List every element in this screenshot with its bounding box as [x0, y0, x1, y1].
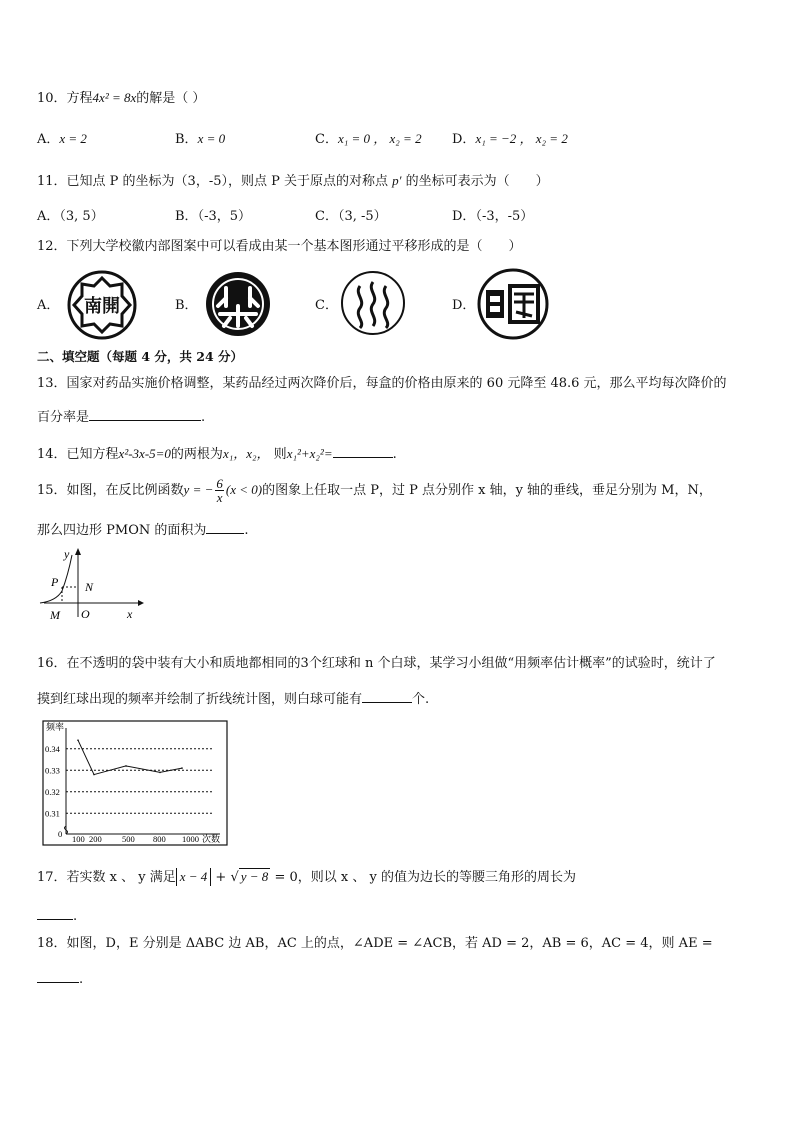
q12-option-d-label[interactable]: D．	[452, 298, 476, 313]
y-tick-label: 0.33	[45, 765, 60, 776]
q11-option-b[interactable]: B．（-3，5）	[175, 209, 251, 224]
q18-answer-blank[interactable]	[37, 968, 79, 983]
fig-label-y: y	[64, 547, 70, 561]
q17-sqrt-sign: √	[230, 870, 239, 885]
fig-label-n: N	[85, 580, 94, 594]
data-point-200	[93, 774, 95, 776]
q18-stem: 18．如图，D，E 分别是 ΔABC 边 AB，AC 上的点，∠ADE = ∠ACB，若 AD = 2，AB = 6，AC = 4，则 AE =	[37, 936, 713, 951]
section-2-title: 二、填空题（每题 4 分，共 24 分）	[37, 349, 244, 364]
chart-ylabel: 频率	[46, 722, 65, 732]
data-point-100	[77, 739, 79, 741]
q12-option-b-label[interactable]: B．	[175, 298, 198, 313]
q10-option-d[interactable]: D．x₁ = −2 ， x₂ = 2	[452, 131, 568, 147]
q16-line2: 摸到红球出现的频率并绘制了折线统计图，则白球可能有 个.	[37, 688, 429, 709]
q12-option-c-label[interactable]: C．	[315, 298, 338, 313]
x-tick-label: 100	[72, 834, 85, 844]
x-tick-label: 200	[89, 834, 102, 844]
q15-line1: 15．如图，在反比例函数y = − $\frac{6}{x}$ (x < 0)的图象上任取一点 P，过 P 点分别作 x 轴，y 轴的垂线，垂足分别为 M，N，	[37, 476, 712, 505]
q11-option-d[interactable]: D．（-3，-5）	[452, 209, 534, 224]
peking-emblem-icon	[204, 270, 272, 342]
x-tick-label: 1000	[182, 834, 199, 844]
q16-frequency-chart	[42, 720, 228, 850]
q13-answer-blank[interactable]	[89, 406, 201, 421]
q10-option-c[interactable]: C．x₁ = 0 ， x₂ = 2	[315, 131, 422, 147]
q15-line2: 那么四边形 PMON 的面积为 .	[37, 519, 249, 540]
fig-label-m: M	[50, 608, 60, 622]
q14-answer-blank[interactable]	[333, 443, 393, 458]
q17-answer-line: .	[37, 905, 77, 926]
data-point-800	[159, 772, 161, 774]
q11-point-var: p′	[392, 173, 402, 188]
q17-stem: 17．若实数 x 、 y 满足 x − 4 + √ y − 8 = 0，则以 x 、 y 的值为边长的等腰三角形的周长为	[37, 869, 576, 885]
y-tick-label: 0.31	[45, 808, 60, 819]
seal-emblem-icon	[476, 268, 550, 344]
data-point-1000	[181, 767, 183, 769]
nankai-glyph: 南開	[84, 296, 120, 316]
q15-answer-blank[interactable]	[206, 519, 244, 534]
q12-stem: 12．下列大学校徽内部图案中可以看成由某一个基本图形通过平移形成的是（ ）	[37, 239, 522, 254]
y-tick-label: 0	[58, 829, 63, 839]
y-tick-label: 0.34	[45, 743, 60, 754]
nankai-emblem-icon	[66, 270, 138, 344]
q13-line2: 百分率是 .	[37, 406, 205, 427]
q13-line1: 13．国家对药品实施价格调整，某药品经过两次降价后，每盒的价格由原来的 60 元降至 48.6 元，那么平均每次降价的	[37, 376, 727, 391]
q10-stem	[37, 89, 205, 108]
chart-frame	[43, 721, 227, 845]
fig-label-o: O	[81, 607, 90, 621]
q10-tail: 的解是（ ）	[136, 91, 206, 106]
q17-abs-expr: x − 4	[176, 868, 212, 886]
q15-fraction: $\frac{6}{x}$	[216, 476, 223, 505]
q16-line1: 16．在不透明的袋中装有大小和质地都相同的3个红球和 n 个白球，某学习小组做“用频率估计概率”的试验时，统计了	[37, 656, 716, 671]
chart-xlabel: 次数	[202, 834, 221, 844]
q17-answer-blank[interactable]	[37, 905, 73, 920]
q17-sqrt-expr: y − 8	[240, 869, 269, 884]
q14-stem: 14．已知方程x²-3x-5=0的两根为x₁，x₂， 则x₁²+x₂²= .	[37, 443, 397, 464]
q11-option-c[interactable]: C．（3, -5）	[315, 209, 387, 224]
x-tick-label: 500	[122, 834, 135, 844]
y-tick-label: 0.32	[45, 786, 60, 797]
q10-equation: 4x² = 8x	[92, 90, 137, 105]
waves-emblem-icon	[340, 270, 406, 340]
q10-number: 10．方程	[37, 91, 93, 106]
fig-label-p: P	[51, 575, 59, 589]
q15-figure	[38, 545, 150, 629]
q10-option-b[interactable]: B．x = 0	[175, 131, 226, 147]
q18-answer-line: .	[37, 968, 83, 989]
q16-answer-blank[interactable]	[362, 688, 412, 703]
fig-label-x: x	[127, 607, 133, 621]
q11-option-a[interactable]: A．（3, 5）	[37, 209, 104, 224]
q10-option-a[interactable]: A．x = 2	[37, 131, 87, 147]
x-tick-label: 800	[153, 834, 166, 844]
q11-stem: 11．已知点 P 的坐标为（3，-5），则点 P 关于原点的对称点 p′ 的坐标可表示为（ ）	[37, 173, 549, 189]
data-point-500	[125, 765, 127, 767]
q12-option-a-label[interactable]: A．	[37, 298, 60, 313]
